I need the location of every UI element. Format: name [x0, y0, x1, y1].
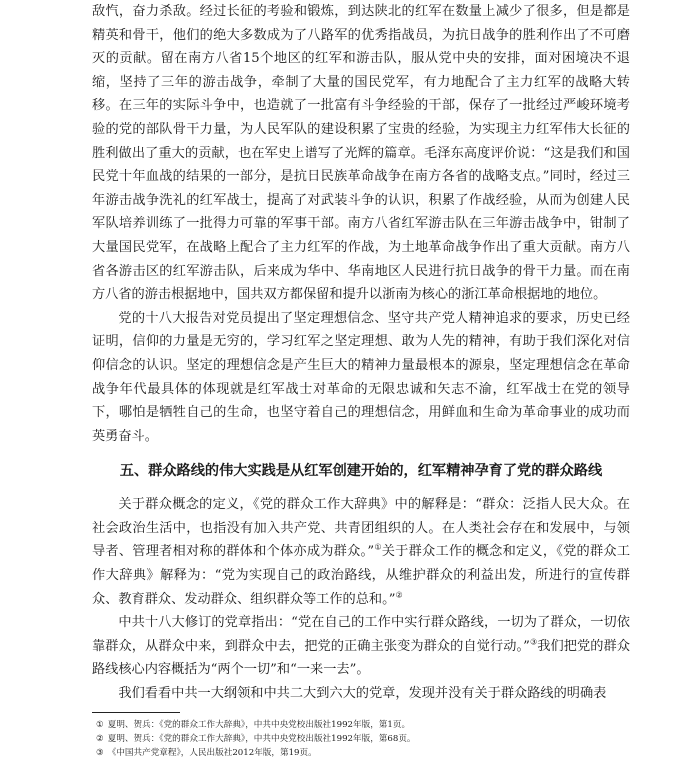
footnote — [92, 732, 630, 746]
body-text — [92, 0, 630, 706]
paragraph — [92, 493, 630, 611]
footnote-ref: ③ — [529, 637, 538, 647]
footnote-text: 《中国共产党章程》，人民出版社2012年版，第19页。 — [107, 748, 317, 759]
paragraph — [92, 611, 630, 682]
paragraph: 党的十八大报告对党员提出了坚定理想信念、坚守共产党人精神追求的要求，历史已经证明，信仰的力量是无穷的，学习红军之坚定理想、敢为人先的精神，有助于我们深化对信仰信念的认识。坚定的理想信念是产生巨大的精神力量最根本的源泉，坚定理想信念在革命战争年代最具体的体现就是红军战士对革命的无限忠诚和矢志不渝，红军战士在党的领导下，哪怕是牺牲自己的生命，也坚守着自己的理想信念，用鲜血和生命为革命事业的成功而英勇奋斗。 — [92, 310, 630, 444]
footnote — [92, 746, 630, 760]
section-heading: 五、群众路线的伟大实践是从红军创建开始的，红军精神孕育了党的群众路线 — [119, 463, 603, 480]
paragraph: 敌忾，奋力杀敌。经过长征的考验和锻炼，到达陕北的红军在数量上减少了很多，但是都是精英和骨干，他们的绝大多数成为了八路军的优秀指战员，为抗日战争的胜利作出了不可磨灭的贡献。留在南方八省15个地区的红军和游击队，服从党中央的安排，面对困境决不退缩，坚持了三年的游击战争，牵制了大量的国民党军，有力地配合了主力红军的战略大转移。在三年的实际斗争中，也造就了一批富有斗争经验的干部，保存了一批经过严峻环境考验的党的部队骨干力量，为人民军队的建设积累了宝贵的经验，为实现主力红军伟大长征的胜利做出了重大的贡献，也在军史上谱写了光辉的篇章。毛泽东高度评价说：“这是我们和国民党十年血战的结果的一部分，是抗日民族革命战争在南方各省的战略支点。”同时，经过三年游击战争洗礼的红军战士，提高了对武装斗争的认识，积累了作战经验，从而为创建人民军队培养训练了一批得力可靠的军事干部。南方八省红军游击队在三年游击战争中，钳制了大量国民党军，在战略上配合了主力红军的作战，为土地革命战争作出了重大贡献。南方八省各游击区的红军游击队，后来成为华中、华南地区人民进行抗日战争的骨干力量。而在南方八省的游击根据地中，国共双方都保留和提升以浙南为核心的浙江革命根据地的地位。 — [92, 4, 630, 303]
paragraph-text: 我们把党的群众路线核心内容概括为“两个一切”和“一来一去”。 — [92, 638, 631, 678]
footnote-text: 夏明、贺兵：《党的群众工作大辞典》，中共中央党校出版社1992年版，第68页。 — [107, 734, 416, 745]
footnote-mark: ② — [96, 734, 104, 745]
paragraph-text: 中共十八大修订的党章指出：“党在自己的工作中实行群众路线，一切为了群众，一切依靠群众，从群众中来，到群众中去，把党的正确主张变为群众的自觉行动。” — [92, 615, 630, 654]
footnote-text: 夏明、贺兵：《党的群众工作大辞典》，中共中央党校出版社1992年版，第1页。 — [107, 720, 411, 730]
footnote-mark: ① — [96, 720, 104, 730]
footnote-ref: ② — [395, 590, 403, 600]
paragraph: 我们看看中共一大纲领和中共二大到六大的党章，发现并没有关于群众路线的明确表 — [118, 686, 607, 702]
paragraph-text: 关于群众工作的概念和定义，《党的群众工作大辞典》解释为：“党为实现自己的政治路线，从维护群众的利益出发，所进行的宣传群众、教育群众、发动群众、组织群众等工作的总和。” — [92, 544, 631, 607]
footnote-mark: ③ — [96, 748, 104, 759]
footnotes — [92, 712, 630, 761]
footnote — [92, 718, 630, 732]
footnote-ref: ① — [374, 543, 382, 553]
paragraph-text: 关于群众概念的定义，《党的群众工作大辞典》中的解释是：“群众：泛指人民大众。在社会政治生活中，也指没有加入共产党、共青团组织的人。在人类社会存在和发展中，与领导者、管理者相对称的群体和个体亦成为群众。” — [92, 497, 630, 560]
footnote-divider — [92, 712, 180, 713]
